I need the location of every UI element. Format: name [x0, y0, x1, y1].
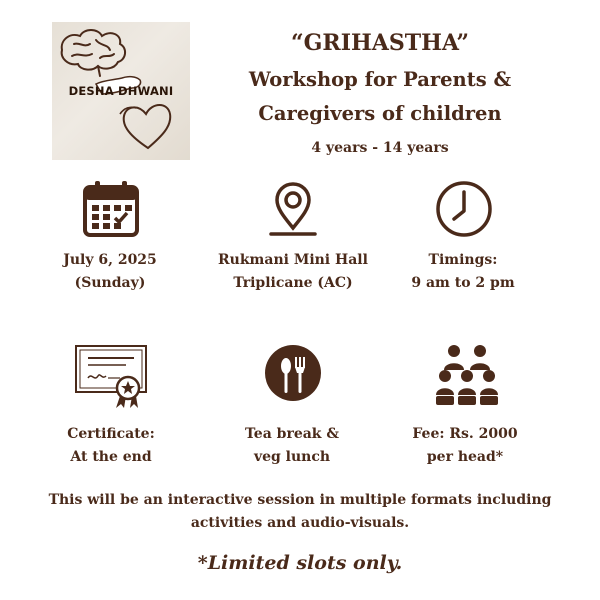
age-range: 4 years - 14 years	[311, 140, 449, 156]
timings-line1: Timings:	[428, 252, 498, 268]
timings-label	[400, 249, 526, 295]
date-label	[50, 249, 170, 295]
group-people-icon	[436, 344, 498, 408]
meal-line2: veg lunch	[253, 449, 331, 465]
certificate-icon	[74, 344, 150, 410]
fee-line1: Fee: Rs. 2000	[412, 426, 518, 442]
workshop-subtitle-line1: Workshop for Parents &	[248, 68, 512, 91]
date-line1: July 6, 2025	[63, 252, 157, 268]
logo-text: DESHA DHWANI	[68, 84, 174, 98]
certificate-line1: Certificate:	[67, 426, 155, 442]
venue-line1: Rukmani Mini Hall	[218, 252, 368, 268]
fee-line2: per head*	[426, 449, 504, 465]
meal-line1: Tea break &	[244, 426, 340, 442]
clock-icon	[435, 180, 493, 238]
location-pin-icon	[265, 180, 321, 238]
certificate-label	[50, 423, 172, 469]
certificate-line2: At the end	[70, 449, 152, 465]
session-note	[20, 489, 580, 535]
workshop-title: “GRIHASTHA”	[290, 30, 470, 56]
meal-label	[222, 423, 362, 469]
session-note-line1: This will be an interactive session in multiple formats including	[48, 492, 552, 508]
calendar-icon	[82, 180, 140, 238]
venue-label	[208, 249, 378, 295]
session-note-line2: activities and audio-visuals.	[190, 515, 410, 531]
date-line2: (Sunday)	[74, 275, 146, 291]
desha-dhwani-logo	[52, 22, 190, 160]
fee-label	[398, 423, 532, 469]
limited-slots-notice: *Limited slots only.	[197, 552, 403, 574]
workshop-subtitle-line2: Caregivers of children	[258, 102, 502, 125]
timings-line2: 9 am to 2 pm	[411, 275, 515, 291]
spoon-fork-icon	[264, 344, 322, 402]
venue-line2: Triplicane (AC)	[233, 275, 353, 291]
